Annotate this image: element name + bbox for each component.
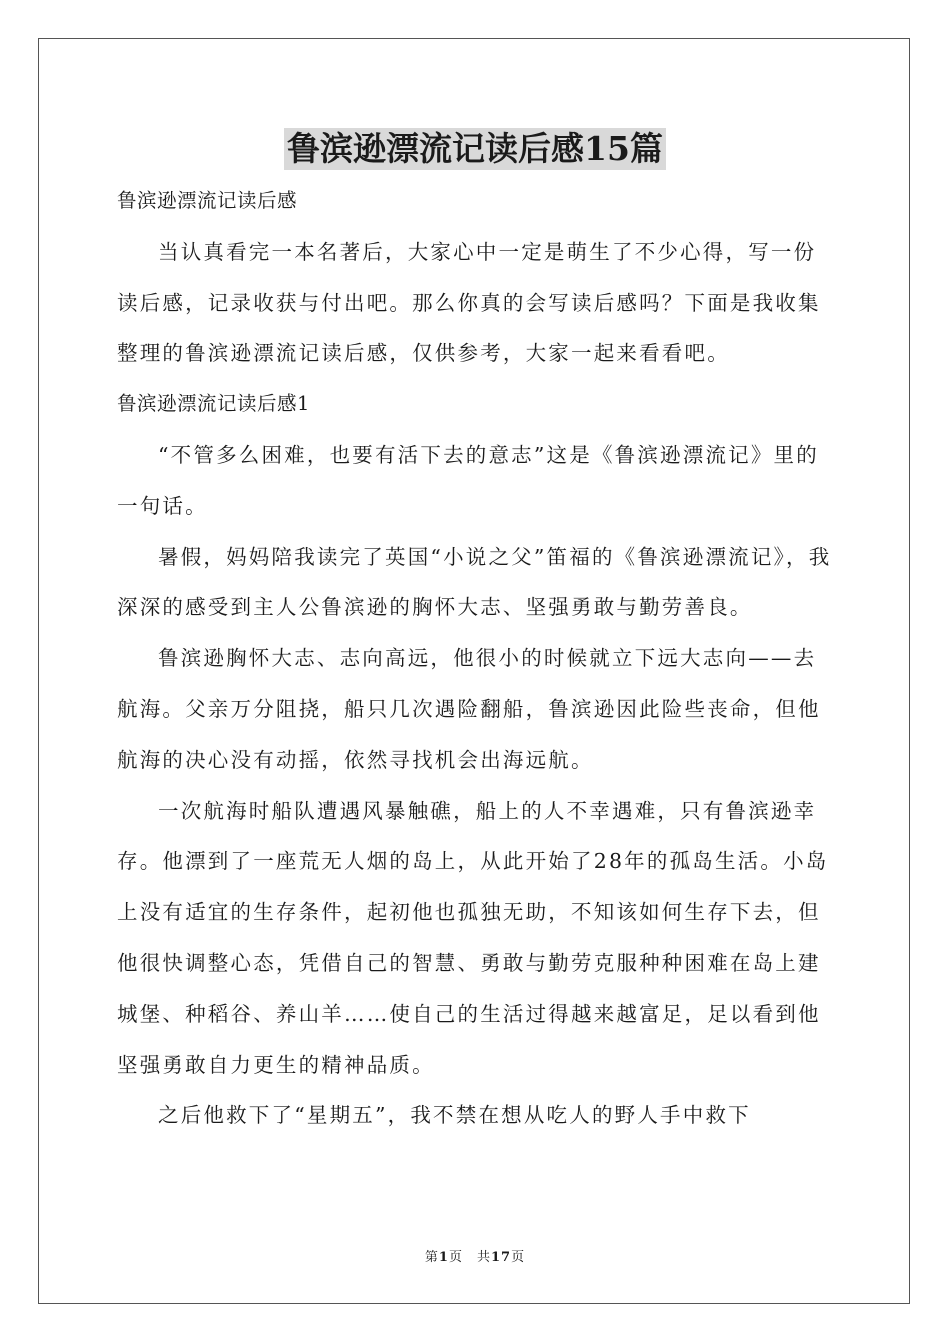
title-wrap: [0, 128, 950, 170]
footer-page-number: 1: [438, 1250, 449, 1265]
document-body: [117, 176, 837, 1141]
section-heading: 鲁滨逊漂流记读后感1: [117, 392, 310, 416]
paragraph: 当认真看完一本名著后，大家心中一定是萌生了不少心得，写一份读后感，记录收获与付出吧。那么你真的会写读后感吗？下面是我收集整理的鲁滨逊漂流记读后感，仅供参考，大家一起来看看吧。: [117, 239, 821, 366]
paragraph: “不管多么困难，也要有活下去的意志”这是《鲁滨逊漂流记》里的一句话。: [117, 442, 819, 518]
section-heading: 鲁滨逊漂流记读后感: [117, 189, 298, 212]
footer-mid: 页 共: [448, 1250, 491, 1265]
paragraph: 暑假，妈妈陪我读完了英国“小说之父”笛福的《鲁滨逊漂流记》，我深深的感受到主人公鲁滨逊的胸怀大志、坚强勇敢与勤劳善良。: [117, 544, 832, 620]
page-footer: [0, 1246, 950, 1265]
document-title: 鲁滨逊漂流记读后感15篇: [284, 128, 666, 170]
paragraph: 鲁滨逊胸怀大志、志向高远，他很小的时候就立下远大志向——去航海。父亲万分阻挠，船只几次遇险翻船，鲁滨逊因此险些丧命，但他航海的决心没有动摇，依然寻找机会出海远航。: [117, 646, 821, 772]
footer-total-pages: 17: [490, 1250, 512, 1265]
footer-prefix: 第: [424, 1250, 439, 1265]
paragraph: 一次航海时船队遭遇风暴触礁，船上的人不幸遇难，只有鲁滨逊幸存。他漂到了一座荒无人烟的岛上，从此开始了28年的孤岛生活。小岛上没有适宜的生存条件，起初他也孤独无助，不知该如何生存下去，但他很快调整心态，凭借自己的智慧、勇敢与勤劳克服种种困难在岛上建城堡、种稻谷、养山羊……使自己的生活过得越来越富足，足以看到他坚强勇敢自力更生的精神品质。: [117, 798, 829, 1077]
footer-suffix: 页: [511, 1250, 526, 1265]
paragraph: 之后他救下了“星期五”，我不禁在想从吃人的野人手中救下: [158, 1103, 751, 1128]
